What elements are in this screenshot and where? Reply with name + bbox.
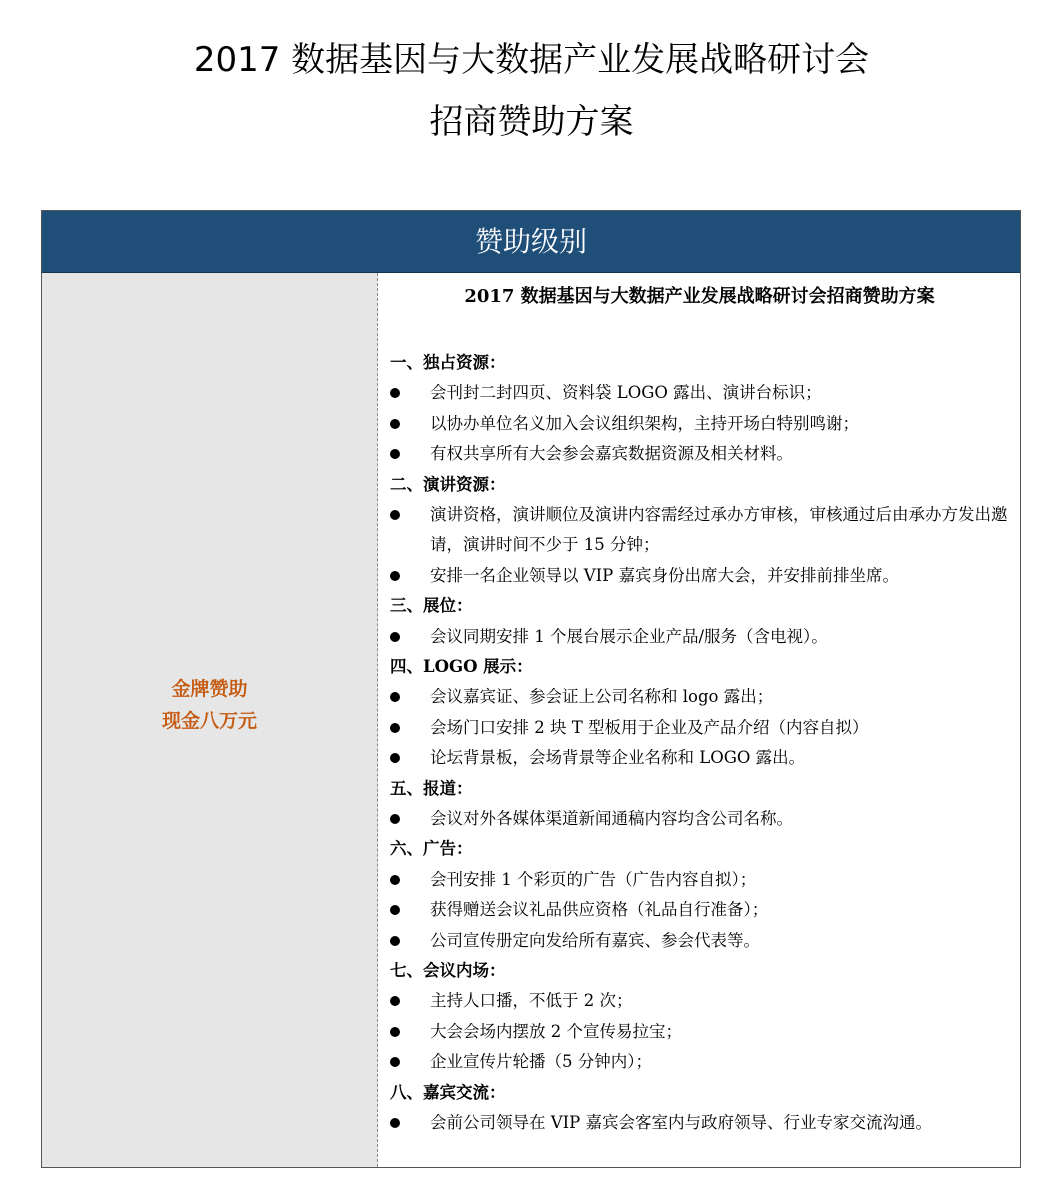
- sponsorship-table: [41, 210, 1021, 1168]
- list-item: [390, 743, 1012, 773]
- list-item-text: 企业宣传片轮播（5 分钟内）；: [430, 1052, 652, 1072]
- section-heading: 三、展位：: [390, 596, 473, 616]
- table-header: 赞助级别: [42, 211, 1020, 273]
- section-heading: 五、报道：: [390, 778, 473, 798]
- page-title: 2017 数据基因与大数据产业发展战略研讨会: [193, 40, 870, 80]
- list-item: [390, 926, 1012, 956]
- bullet-icon: [390, 1057, 400, 1067]
- list-item-text: 论坛背景板，会场背景等企业名称和 LOGO 露出。: [430, 748, 806, 768]
- bullet-icon: [390, 388, 400, 398]
- list-item: [390, 682, 1012, 712]
- bullet-icon: [390, 571, 400, 581]
- section-heading: 八、嘉宾交流：: [390, 1082, 506, 1102]
- bullet-icon: [390, 753, 400, 763]
- list-item: [390, 804, 1012, 834]
- bullet-icon: [390, 814, 400, 824]
- list-item: [390, 895, 1012, 925]
- list-item-text: 大会会场内摆放 2 个宣传易拉宝；: [430, 1021, 682, 1041]
- bullet-icon: [390, 1118, 400, 1128]
- sponsor-level: [42, 673, 377, 737]
- section-heading: 一、独占资源：: [390, 353, 506, 372]
- list-item: [390, 622, 1012, 652]
- bullet-icon: [390, 723, 400, 733]
- list-item: [390, 713, 1012, 743]
- list-item-text: 主持人口播，不低于 2 次；: [430, 991, 633, 1011]
- list-item-text: 获得赠送会议礼品供应资格（礼品自行准备）；: [430, 900, 769, 920]
- bullet-icon: [390, 996, 400, 1006]
- bullet-icon: [390, 1027, 400, 1037]
- list-item-text: 会议同期安排 1 个展台展示企业产品/服务（含电视）。: [430, 626, 828, 646]
- list-item: [390, 1108, 1012, 1138]
- section-heading: 七、会议内场：: [390, 961, 506, 981]
- benefits-title: 2017 数据基因与大数据产业发展战略研讨会招商赞助方案: [464, 286, 935, 307]
- bullet-icon: [390, 936, 400, 946]
- bullet-icon: [390, 449, 400, 459]
- list-item: [390, 561, 1012, 591]
- list-item-text: 会刊封二封四页、资料袋 LOGO 露出、演讲台标识；: [430, 383, 822, 403]
- list-item-text: 会场门口安排 2 块 T 型板用于企业及产品介绍（内容自拟）: [430, 717, 869, 737]
- list-item: [390, 409, 1012, 439]
- list-item-text: 会刊安排 1 个彩页的广告（广告内容自拟）；: [430, 869, 757, 889]
- section-heading: 六、广告：: [390, 839, 473, 859]
- section-heading: 二、演讲资源：: [390, 474, 506, 494]
- page-subtitle: 招商赞助方案: [429, 102, 634, 142]
- list-item-text: 公司宣传册定向发给所有嘉宾、参会代表等。: [430, 930, 760, 950]
- list-item: [390, 986, 1012, 1016]
- bullet-icon: [390, 875, 400, 885]
- level-cell: [42, 273, 378, 1167]
- list-item: [390, 1047, 1012, 1077]
- sponsor-level-name: 金牌赞助: [171, 678, 248, 700]
- list-item-text: 有权共享所有大会参会嘉宾数据资源及相关材料。: [430, 444, 793, 464]
- benefits-list: [390, 348, 1012, 1138]
- list-item: [390, 500, 1012, 561]
- list-item-text: 会议嘉宾证、参会证上公司名称和 logo 露出；: [430, 687, 774, 707]
- bullet-icon: [390, 692, 400, 702]
- bullet-icon: [390, 419, 400, 429]
- bullet-icon: [390, 632, 400, 642]
- list-item-text: 以协办单位名义加入会议组织架构，主持开场白特别鸣谢；: [430, 413, 859, 433]
- section-heading: 四、LOGO 展示：: [390, 657, 533, 677]
- bullet-icon: [390, 510, 400, 520]
- list-item-text: 会前公司领导在 VIP 嘉宾会客室内与政府领导、行业专家交流沟通。: [430, 1113, 933, 1133]
- list-item-text: 安排一名企业领导以 VIP 嘉宾身份出席大会，并安排前排坐席。: [430, 565, 900, 585]
- list-item-text: 演讲资格，演讲顺位及演讲内容需经过承办方审核，审核通过后由承办方发出邀请，演讲时间不少于 15 分钟；: [430, 505, 1008, 555]
- bullet-icon: [390, 905, 400, 915]
- benefits-cell: [379, 273, 1020, 1167]
- list-item: [390, 1017, 1012, 1047]
- list-item-text: 会议对外各媒体渠道新闻通稿内容均含公司名称。: [430, 809, 793, 829]
- list-item: [390, 865, 1012, 895]
- sponsor-level-price: 现金八万元: [161, 710, 257, 732]
- list-item: [390, 439, 1012, 469]
- list-item: [390, 378, 1012, 408]
